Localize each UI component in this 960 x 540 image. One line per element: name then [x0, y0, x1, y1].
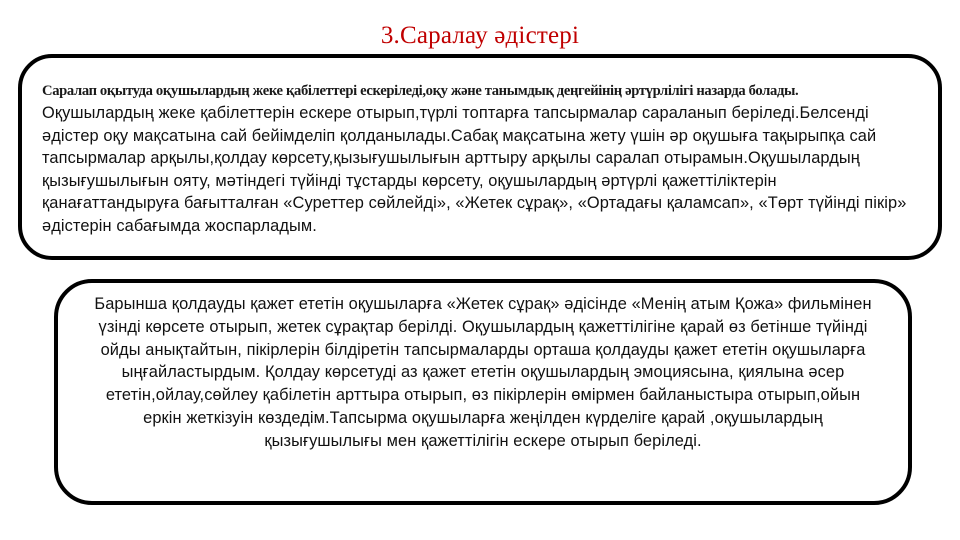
bottom-box-body-text: Барынша қолдауды қажет ететін оқушыларға «Жетек сұрақ» әдісінде «Менің атым Қожа» фильмінен үзінді көрсете отырып, жетек сұрақтар берілді. Оқушылардың қажеттілігіне қарай өз бетінше түйінді ойды анықтайтын, пікірлерін білдіретін тапсырмаларды орташа қолдауды қажет ететін оқушыларға ыңғайластырдым. Қолдау көрсетуді аз қажет ететін оқушылардың эмоциясына, қиялына әсер ететін,ойлау,сөйлеу қабілетін арттыра отырып, өз пікірлерін өмірмен байланыстыра отырып,ойын еркін жеткізуін көздедім.Тапсырма оқушыларға жеңілден күрделіге қарай ,оқушылардың қызығушылығы мен қажеттілігін ескере отырып беріледі.: [94, 295, 872, 450]
top-box-lead-text: Саралап оқытуда оқушылардың жеке қабілеттері ескеріледі,оқу және танымдық деңгейінің әртүрлілігі назарда болады.: [42, 83, 799, 99]
slide-title: 3.Саралау әдістері: [380, 22, 580, 49]
top-box-body-text: Оқушылардың жеке қабілеттерін ескере отырып,түрлі топтарға тапсырмалар сараланып беріледі.Белсенді әдістер оқу мақсатына сай бейімделіп қолданылады.Сабақ мақсатына жету үшін әр оқушыға тақырыпқа сай тапсырмалар арқылы,қолдау көрсету,қызығушылығын арттыру арқылы саралап отырамын.Оқушылардың қызығушылығын ояту, мәтіндегі түйінді тұстарды көрсету, оқушылардың әртүрлі қажеттіліктерін қанағаттандыруға бағытталған «Суреттер сөйлейді», «Жетек сұрақ», «Ортадағы қаламсап», «Төрт түйінді пікір» әдістерін сабағымда жоспарладым.: [42, 104, 907, 235]
top-text-box: [18, 54, 942, 260]
bottom-text-box: [54, 279, 912, 505]
